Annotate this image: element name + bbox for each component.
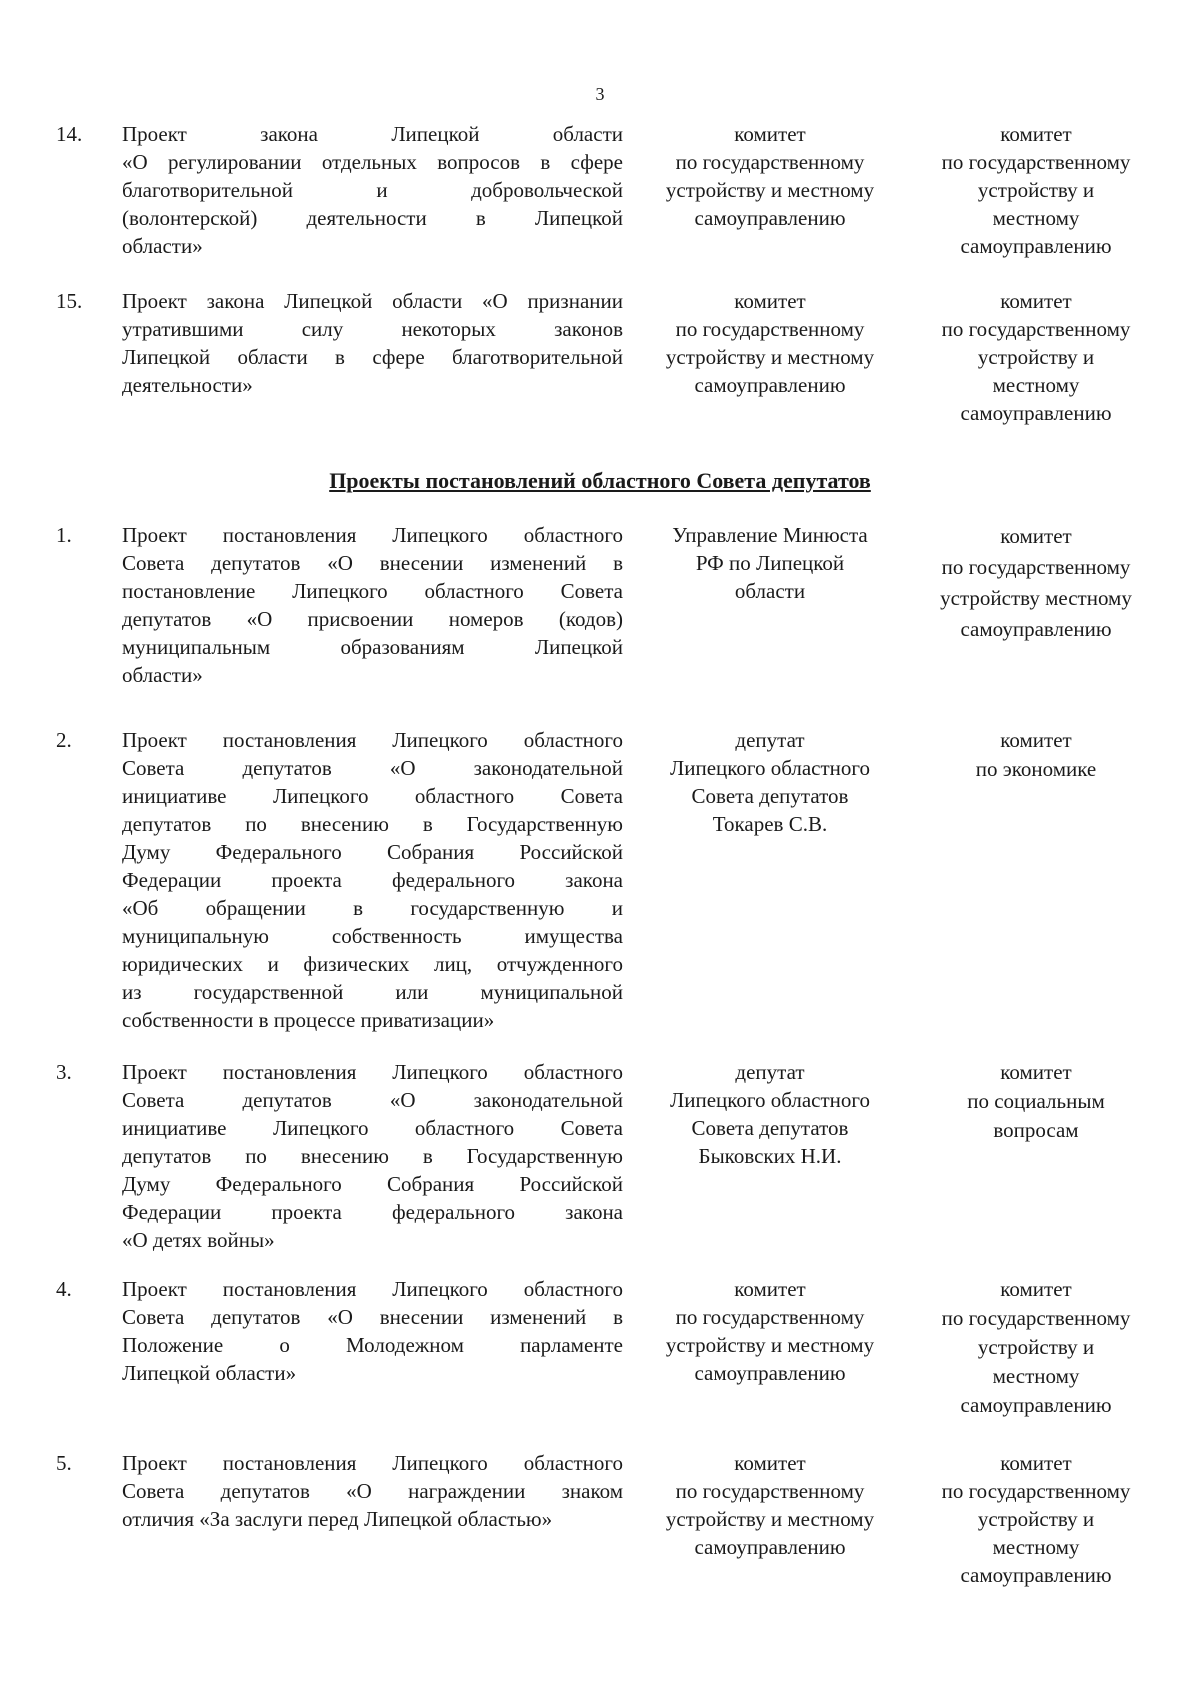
item-number: 3. bbox=[56, 1060, 72, 1084]
page-number: 3 bbox=[595, 84, 605, 104]
responsible-party: депутат Липецкого областного Совета депутатов Быковских Н.И. bbox=[669, 1060, 871, 1168]
section-heading: Проекты постановлений областного Совета депутатов bbox=[329, 468, 871, 493]
item-number: 1. bbox=[56, 523, 72, 547]
item-description: Проект постановления Липецкого областного Совета депутатов «О внесении изменений в постановление Липецкого областного Совета депутатов «О присвоении номеров (кодов) муниципальным образованиям Липецкой области» bbox=[122, 523, 623, 687]
responsible-committee: комитет по государственному устройству и местному самоуправлению bbox=[941, 1451, 1131, 1587]
item-description: Проект закона Липецкой области «О признании утратившими силу некоторых законов Липецкой области в сфере благотворительной деятельности» bbox=[122, 289, 623, 397]
responsible-committee: комитет по государственному устройству местному самоуправлению bbox=[940, 524, 1132, 641]
responsible-party: комитет по государственному устройству и местному самоуправлению bbox=[665, 289, 875, 397]
responsible-party: депутат Липецкого областного Совета депутатов Токарев С.В. bbox=[669, 728, 871, 836]
item-description: Проект постановления Липецкого областного Совета депутатов «О законодательной инициативе Липецкого областного Совета депутатов по внесению в Государственную Думу Федерального Собрания Российской Федерации проекта федерального закона «О детях войны» bbox=[122, 1060, 623, 1252]
responsible-party: Управление Минюста РФ по Липецкой области bbox=[672, 523, 868, 603]
responsible-committee: комитет по государственному устройству и местному самоуправлению bbox=[941, 289, 1131, 425]
item-description: Проект постановления Липецкого областного Совета депутатов «О внесении изменений в Положение о Молодежном парламенте Липецкой области» bbox=[122, 1277, 623, 1385]
responsible-party: комитет по государственному устройству и местному самоуправлению bbox=[665, 1451, 875, 1559]
item-number: 15. bbox=[56, 289, 83, 313]
responsible-party: комитет по государственному устройству и местному самоуправлению bbox=[665, 122, 875, 230]
responsible-committee: комитет по государственному устройству и местному самоуправлению bbox=[941, 1277, 1131, 1417]
item-number: 14. bbox=[56, 122, 83, 146]
item-description: Проект постановления Липецкого областного Совета депутатов «О награждении знаком отличия «За заслуги перед Липецкой областью» bbox=[122, 1451, 623, 1531]
responsible-party: комитет по государственному устройству и местному самоуправлению bbox=[665, 1277, 875, 1385]
item-description: Проект закона Липецкой области «О регулировании отдельных вопросов в сфере благотворительной и добровольческой (волонтерской) деятельности в Липецкой области» bbox=[122, 122, 623, 258]
item-number: 5. bbox=[56, 1451, 72, 1475]
responsible-committee: комитет по социальным вопросам bbox=[967, 1060, 1105, 1142]
item-number: 2. bbox=[56, 728, 72, 752]
item-description: Проект постановления Липецкого областного Совета депутатов «О законодательной инициативе Липецкого областного Совета депутатов по внесению в Государственную Думу Федерального Собрания Российской Федерации проекта федерального закона «Об обращении в государственную и муниципальную собственность имущества юридических и физических лиц, отчужденного из государственной или муниципальной собственности в процессе приватизации» bbox=[122, 728, 623, 1032]
responsible-committee: комитет по государственному устройству и местному самоуправлению bbox=[941, 122, 1131, 258]
responsible-committee: комитет по экономике bbox=[975, 728, 1097, 781]
item-number: 4. bbox=[56, 1277, 72, 1301]
